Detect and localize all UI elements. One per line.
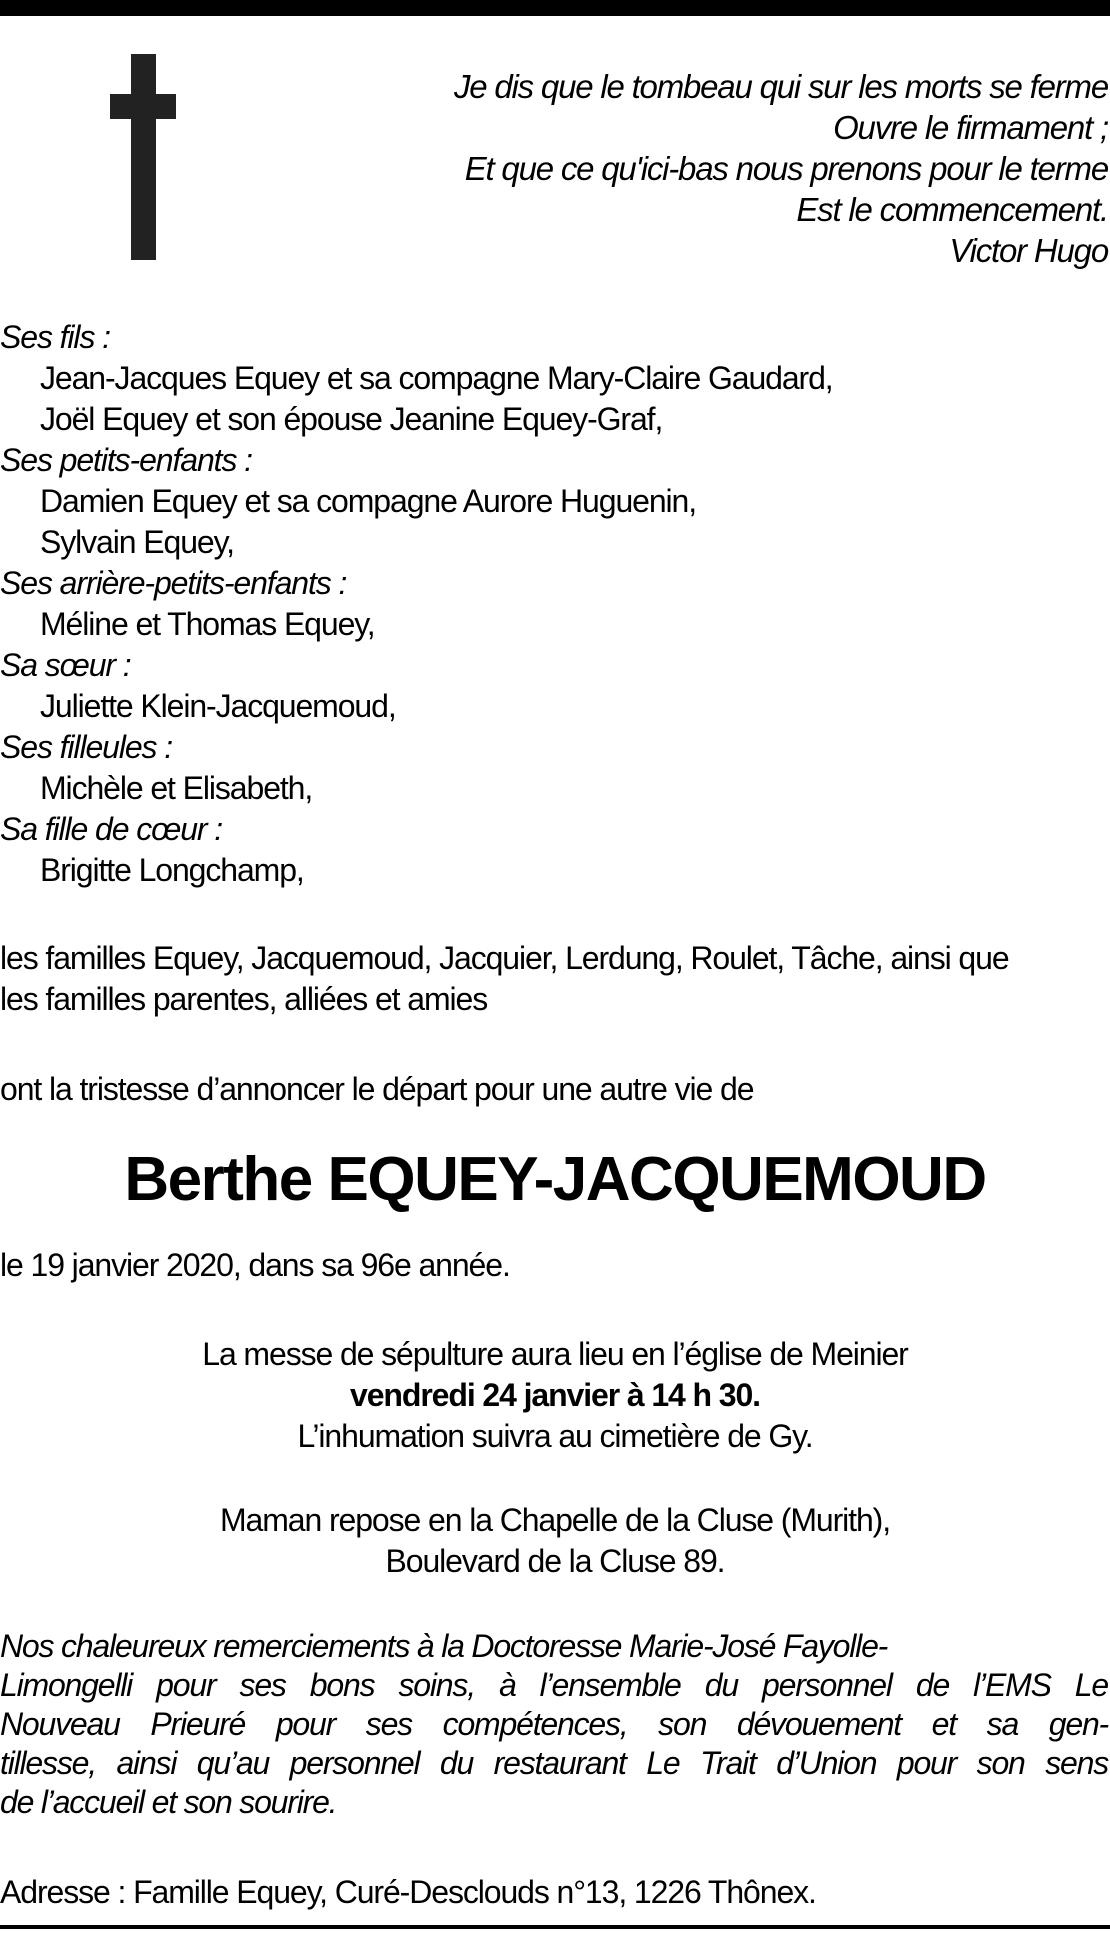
thanks-line: Nouveau Prieuré pour ses compétences, son dévouement et sa gen- xyxy=(0,1706,1108,1742)
top-border-rule xyxy=(0,0,1110,16)
announcement-text: ont la tristesse d’annoncer le départ pour une autre vie de xyxy=(0,1071,754,1107)
families-line: les familles parentes, alliées et amies xyxy=(0,981,488,1017)
relation-label: Ses fils : xyxy=(0,319,110,355)
relation-member: Sylvain Equey, xyxy=(40,524,234,560)
poem-author: Victor Hugo xyxy=(949,232,1108,269)
relation-label: Sa fille de cœur : xyxy=(0,811,223,847)
resting-place-line: Maman repose en la Chapelle de la Cluse (Murith), xyxy=(219,1502,890,1538)
extended-families xyxy=(0,938,1108,1020)
funeral-line: La messe de sépulture aura lieu en l’église de Meinier xyxy=(202,1336,908,1372)
relation-label: Ses petits-enfants : xyxy=(0,442,252,478)
relation-label: Ses filleules : xyxy=(0,729,173,765)
relation-member: Jean-Jacques Equey et sa compagne Mary-Claire Gaudard, xyxy=(40,360,833,396)
bottom-border-rule xyxy=(0,1925,1110,1929)
poem-line: Et que ce qu'ici-bas nous prenons pour le terme xyxy=(464,150,1108,187)
relation-label: Ses arrière-petits-enfants : xyxy=(0,565,347,601)
resting-place-address: Boulevard de la Cluse 89. xyxy=(385,1543,725,1579)
relation-member: Juliette Klein-Jacquemoud, xyxy=(40,688,396,724)
thanks-line: Limongelli pour ses bons soins, à l’ensemble du personnel de l’EMS Le xyxy=(0,1667,1108,1703)
poem-line: Je dis que le tombeau qui sur les morts se ferme xyxy=(453,68,1108,105)
poem-quote xyxy=(348,66,1108,271)
deceased-name: Berthe EQUEY-JACQUEMOUD xyxy=(124,1145,986,1214)
relation-member: Méline et Thomas Equey, xyxy=(40,606,375,642)
resting-place xyxy=(0,1500,1110,1582)
thanks-paragraph xyxy=(0,1627,1108,1822)
poem-line: Est le commencement. xyxy=(796,191,1108,228)
families-line: les familles Equey, Jacquemoud, Jacquier, Lerdung, Roulet, Tâche, ainsi que xyxy=(0,940,1009,976)
contact-address: Adresse : Famille Equey, Curé-Desclouds n°13, 1226 Thônex. xyxy=(0,1874,816,1910)
relation-member: Michèle et Elisabeth, xyxy=(40,770,313,806)
thanks-line: tillesse, ainsi qu’au personnel du restaurant Le Trait d’Union pour son sens xyxy=(0,1745,1108,1781)
thanks-line: de l’accueil et son sourire. xyxy=(0,1784,337,1820)
relation-member: Joël Equey et son épouse Jeanine Equey-Graf, xyxy=(40,401,663,437)
family-list xyxy=(0,317,1108,891)
relation-member: Damien Equey et sa compagne Aurore Huguenin, xyxy=(40,483,697,519)
burial-line: L’inhumation suivra au cimetière de Gy. xyxy=(297,1418,813,1454)
thanks-line: Nos chaleureux remerciements à la Doctoresse Marie-José Fayolle- xyxy=(0,1628,888,1664)
funeral-details xyxy=(0,1334,1110,1457)
death-date-line: le 19 janvier 2020, dans sa 96e année. xyxy=(0,1247,510,1283)
funeral-datetime: vendredi 24 janvier à 14 h 30. xyxy=(350,1377,760,1413)
relation-member: Brigitte Longchamp, xyxy=(40,852,304,888)
relation-label: Sa sœur : xyxy=(0,647,131,683)
cross-icon xyxy=(110,54,176,260)
poem-line: Ouvre le firmament ; xyxy=(833,109,1108,146)
